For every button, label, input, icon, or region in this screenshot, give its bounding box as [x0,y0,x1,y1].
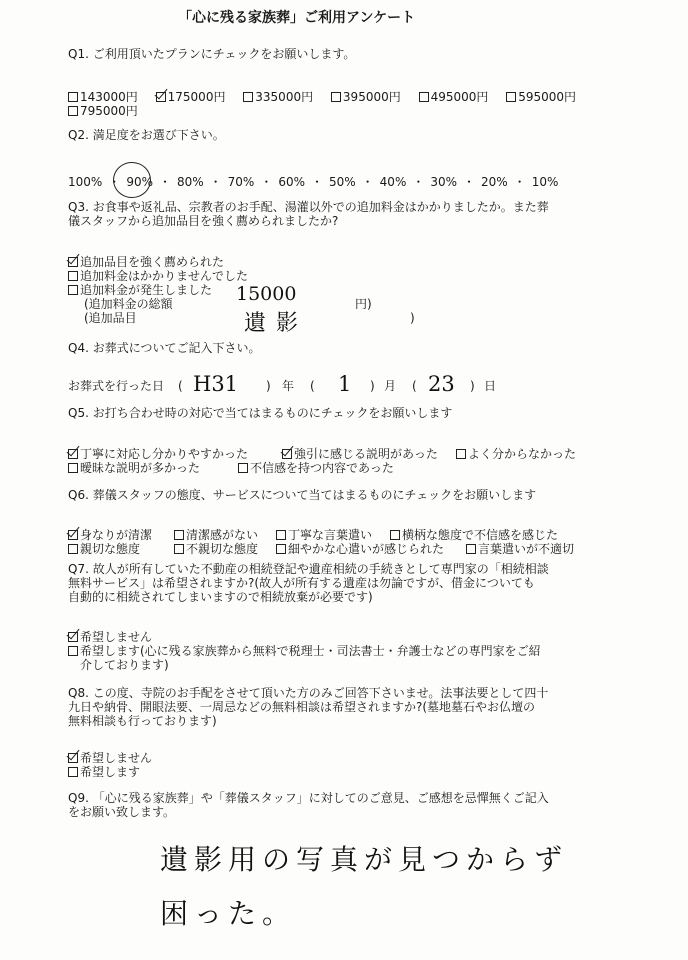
q5-option-5[interactable] [238,461,394,475]
q8-option-2[interactable] [68,765,140,779]
checkbox[interactable] [331,92,341,102]
q2-option-30[interactable]: 30% [430,175,458,189]
checkbox[interactable] [174,530,184,540]
q5-option-1[interactable] [68,447,248,461]
option-label: 追加料金はかかりませんでした [80,269,249,283]
option-label: 不親切な態度 [186,542,259,556]
q4-month-unit: 月 [384,379,397,393]
checkbox[interactable] [506,92,516,102]
separator: ・ [108,175,121,189]
q1-option-495000[interactable] [419,90,489,104]
separator: ・ [158,175,171,189]
q2-option-100[interactable]: 100% [68,175,103,189]
option-label: 希望します [80,765,141,779]
q2-option-50[interactable]: 50% [329,175,356,189]
q4-day-unit: 日 [484,379,497,393]
option-label: よく分からなかった [468,447,577,461]
q5-label: Q5. お打ち合わせ時の対応で当てはまるものにチェックをお願いします [68,406,453,420]
checkbox[interactable] [174,544,184,554]
option-label: 335000円 [255,90,314,104]
q6-option-7[interactable] [276,542,444,556]
checkbox-checked[interactable] [68,753,78,763]
q3-label-line2: 儀スタッフから追加品目を強く薦められましたか? [68,214,339,228]
q4-handwritten-month: 1 [338,372,352,396]
q6-option-5[interactable] [68,542,140,556]
checkbox-checked[interactable] [68,530,78,540]
checkbox[interactable] [238,463,248,473]
q5-option-2[interactable] [282,447,438,461]
q4-close-year: ) [266,379,271,393]
checkbox[interactable] [68,106,78,116]
q6-option-3[interactable] [276,528,372,542]
option-label: 細やかな心遣いが感じられた [288,542,445,556]
q1-option-395000[interactable] [331,90,401,104]
q3-label-line1: Q3. お食事や返礼品、宗教者のお手配、湯灌以外での追加料金はかかりましたか。また葬 [68,200,549,214]
q3-option-1[interactable] [68,255,224,269]
q2-option-60[interactable]: 60% [278,175,305,189]
separator: ・ [463,175,476,189]
q6-label: Q6. 葬儀スタッフの態度、サービスについて当てはまるものにチェックをお願いします [68,488,537,502]
option-label: 親切な態度 [80,542,141,556]
q6-option-6[interactable] [174,542,258,556]
q8-label-line2: 九日や納骨、開眼法要、一周忌などの無料相談は希望されますか?(墓地墓石やお仏壇の [68,700,536,714]
option-label: 395000円 [342,90,401,104]
q4-open-day: ( [412,379,417,393]
q1-option-795000[interactable] [68,104,138,118]
checkbox-checked[interactable] [282,449,292,459]
q9-handwritten-line2: 困った。 [160,897,297,930]
option-label: 強引に感じる説明があった [294,447,438,461]
q2-option-80[interactable]: 80% [176,175,204,189]
option-label: 希望しません [80,751,153,765]
checkbox-checked[interactable] [68,449,78,459]
option-label: 身なりが清潔 [80,528,153,542]
q2-option-70[interactable]: 70% [227,175,255,189]
q2-option-40[interactable]: 40% [379,175,407,189]
checkbox[interactable] [276,544,286,554]
q8-label-line3: 無料相談も行っております) [68,714,217,728]
q4-open-year: ( [178,379,183,393]
checkbox[interactable] [68,544,78,554]
q5-option-4[interactable] [68,461,200,475]
checkbox[interactable] [68,767,78,777]
checkbox[interactable] [276,530,286,540]
q7-label-line3: 自動的に相続されてしまいますので相続放棄が必要です) [68,590,373,604]
q7-label-line1: Q7. 故人が所有していた不動産の相続登記や遺産相続の手続きとして専門家の「相続相談 [68,562,549,576]
q6-option-4[interactable] [390,528,558,542]
separator: ・ [310,175,323,189]
q4-close-day: ) [470,379,475,393]
page-title: 「心に残る家族葬」ご利用アンケート [178,10,416,26]
q2-selected-circle [113,162,151,198]
checkbox[interactable] [243,92,253,102]
checkbox[interactable] [68,92,78,102]
q2-label: Q2. 満足度をお選び下さい。 [68,128,225,142]
q1-option-595000[interactable] [506,90,576,104]
checkbox-checked[interactable] [68,257,78,267]
q4-label: Q4. お葬式についてご記入下さい。 [68,341,261,355]
q4-open-month: ( [310,379,315,393]
q1-label: Q1. ご利用頂いたプランにチェックをお願いします。 [68,47,356,61]
q1-option-175000[interactable] [156,90,226,104]
separator: ・ [412,175,425,189]
q7-label-line2: 無料サービス」は希望されますか?(故人が所有する遺産は勿論ですが、借金についても [68,576,535,590]
q1-option-143000[interactable] [68,90,138,104]
q5-option-3[interactable] [456,447,576,461]
checkbox[interactable] [466,544,476,554]
checkbox[interactable] [68,646,78,656]
option-label: 495000円 [430,90,489,104]
checkbox[interactable] [68,463,78,473]
q1-options-row2 [68,104,152,118]
option-label: 追加品目を強く薦められた [80,255,225,269]
option-label: 希望しません [80,630,153,644]
q3-handwritten-total: 15000 [236,283,297,305]
q9-label-line1: Q9. 「心に残る家族葬」や「葬儀スタッフ」に対してのご意見、ご感想を忌憚無くご記入 [68,791,549,805]
option-label: 不信感を持つ内容であった [250,461,394,475]
separator: ・ [361,175,374,189]
q6-option-1[interactable] [68,528,152,542]
option-label: 175000円 [167,90,226,104]
q2-option-90[interactable]: 90% [126,175,153,189]
q9-label-line2: をお願い致します。 [68,805,176,819]
option-label: 丁寧に対応し分かりやすかった [80,447,249,461]
q3-total-label: (追加料金の総額 [84,297,173,311]
checkbox[interactable] [419,92,429,102]
q3-item-label: (追加品目 [84,311,137,325]
q4-handwritten-year: H31 [193,372,239,396]
option-label: 595000円 [518,90,577,104]
checkbox-checked[interactable] [156,92,166,102]
checkbox[interactable] [68,271,78,281]
q3-item-suffix: ) [410,311,415,325]
q9-handwritten-line1: 遺影用の写真が見つからず [160,843,569,876]
option-label: 清潔感がない [186,528,259,542]
option-label: 横柄な態度で不信感を感じた [402,528,559,542]
option-label: 795000円 [80,104,138,118]
q4-close-month: ) [370,379,375,393]
separator: ・ [260,175,273,189]
option-label: 追加料金が発生しました [80,283,213,297]
q7-option-1[interactable] [68,630,152,644]
option-label: 143000円 [80,90,138,104]
q3-option-3[interactable] [68,283,212,297]
q4-handwritten-day: 23 [428,372,455,396]
q3-total-suffix: 円) [355,297,372,311]
option-label: 言葉遣いが不適切 [478,542,575,556]
option-label: 希望します(心に残る家族葬から無料で税理士・司法書士・弁護士などの専門家をご紹 [80,644,541,658]
q8-label-line1: Q8. この度、寺院のお手配をさせて頂いた方のみご回答下さいませ。法事法要として四十 [68,686,549,700]
q6-option-2[interactable] [174,528,258,542]
q3-option-2[interactable] [68,269,248,283]
q4-date-prefix: お葬式を行った日 [68,379,165,393]
separator: ・ [209,175,222,189]
option-label: 丁寧な言葉遣い [288,528,373,542]
q8-option-1[interactable] [68,751,152,765]
separator: ・ [513,175,526,189]
checkbox-checked[interactable] [68,632,78,642]
checkbox[interactable] [68,285,78,295]
q3-handwritten-item: 遺影 [244,311,309,336]
q1-option-335000[interactable] [243,90,313,104]
option-label: 曖昧な説明が多かった [80,461,201,475]
q2-option-20[interactable]: 20% [481,175,508,189]
checkbox[interactable] [456,449,466,459]
q2-option-10[interactable]: 10% [531,175,559,189]
checkbox[interactable] [390,530,400,540]
q4-year-unit: 年 [282,379,295,393]
q6-option-8[interactable] [466,542,574,556]
q1-options-row1 [68,90,590,104]
q7-option-2-line2: 介しております) [80,658,169,672]
q7-option-2[interactable] [68,644,541,658]
